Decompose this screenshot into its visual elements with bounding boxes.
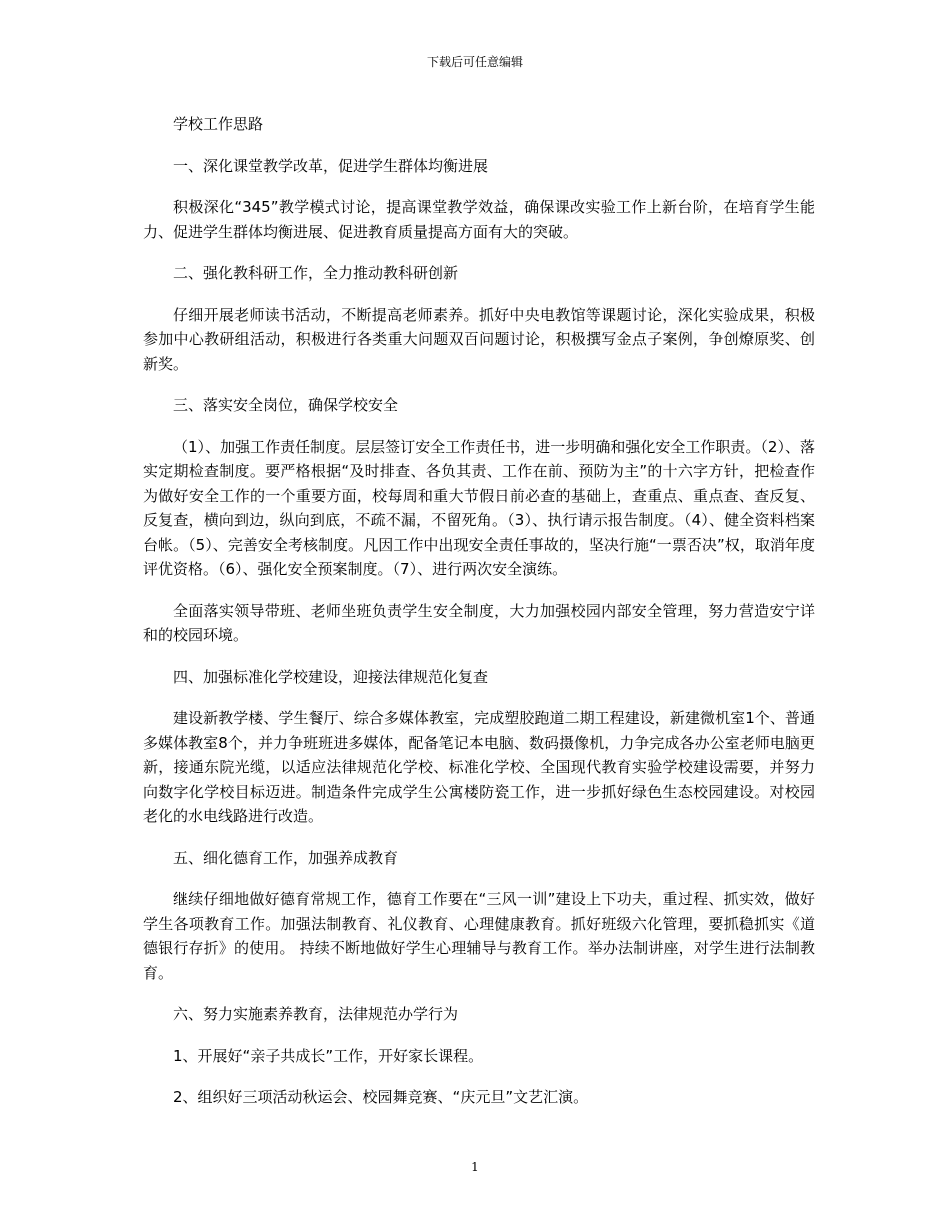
paragraph: （1）、加强工作责任制度。层层签订安全工作责任书，进一步明确和强化安全工作职责。（2）、落实定期检查制度。要严格根据“及时排查、各负其责、工作在前、预防为主”的十六字方针，把检查作为做好安全工作的一个重要方面，校每周和重大节假日前必查的基础上，查重点、重点查、查反复、反复查，横向到边，纵向到底，不疏不漏，不留死角。（3）、执行请示报告制度。（4）、健全资料档案台帐。（5）、完善安全考核制度。凡因工作中出现安全责任事故的，坚决行施“一票否决”权，取消年度评优资格。（6）、强化安全预案制度。（7）、进行两次安全演练。	[143, 437, 815, 578]
paragraph: 继续仔细地做好德育常规工作，德育工作要在“三风一训”建设上下功夫，重过程、抓实效，做好学生各项教育工作。加强法制教育、礼仪教育、心理健康教育。抓好班级六化管理，要抓稳抓实《道德银行存折》的使用。 持续不断地做好学生心理辅导与教育工作。举办法制讲座，对学生进行法制教育。	[143, 890, 815, 982]
section-heading-3: 三、落实安全岗位，确保学校安全	[173, 396, 399, 414]
page-number: 1	[471, 1160, 479, 1174]
document-body	[143, 112, 815, 1127]
paragraph: 积极深化“345”教学模式讨论，提高课堂教学效益，确保课改实验工作上新台阶，在培育学生能力、促进学生群体均衡进展、促进教育质量提高方面有大的突破。	[143, 198, 815, 241]
paragraph: 全面落实领导带班、老师坐班负责学生安全制度，大力加强校园内部安全管理，努力营造安宁详和的校园环境。	[143, 601, 815, 644]
section-heading-6: 六、努力实施素养教育，法律规范办学行为	[173, 1005, 459, 1023]
list-item: 1、开展好“亲子共成长”工作，开好家长课程。	[173, 1046, 484, 1065]
document-title: 学校工作思路	[173, 115, 264, 133]
list-item: 2、组织好三项活动秋运会、校园舞竞赛、“庆元旦”文艺汇演。	[173, 1088, 589, 1106]
section-heading-5: 五、细化德育工作，加强养成教育	[173, 848, 399, 867]
paragraph: 仔细开展老师读书活动，不断提高老师素养。抓好中央电教馆等课题讨论，深化实验成果，积极参加中心教研组活动，积极进行各类重大问题双百问题讨论，积极撰写金点子案例，争创燎原奖、创新奖。	[143, 305, 815, 373]
section-heading-2: 二、强化教科研工作，全力推动教科研创新	[173, 264, 459, 282]
section-heading-1: 一、深化课堂教学改革，促进学生群体均衡进展	[173, 156, 489, 175]
paragraph: 建设新教学楼、学生餐厅、综合多媒体教室，完成塑胶跑道二期工程建设，新建微机室1个、普通多媒体教室8个，并力争班班进多媒体，配备笔记本电脑、数码摄像机，力争完成各办公室老师电脑更新，接通东院光缆，以适应法律规范化学校、标准化学校、全国现代教育实验学校建设需要，并努力向数字化学校目标迈进。制造条件完成学生公寓楼防瓷工作，进一步抓好绿色生态校园建设。对校园老化的水电线路进行改造。	[143, 709, 815, 825]
section-heading-4: 四、加强标准化学校建设，迎接法律规范化复查	[173, 667, 489, 686]
page-header: 下载后可任意编辑	[426, 55, 523, 69]
